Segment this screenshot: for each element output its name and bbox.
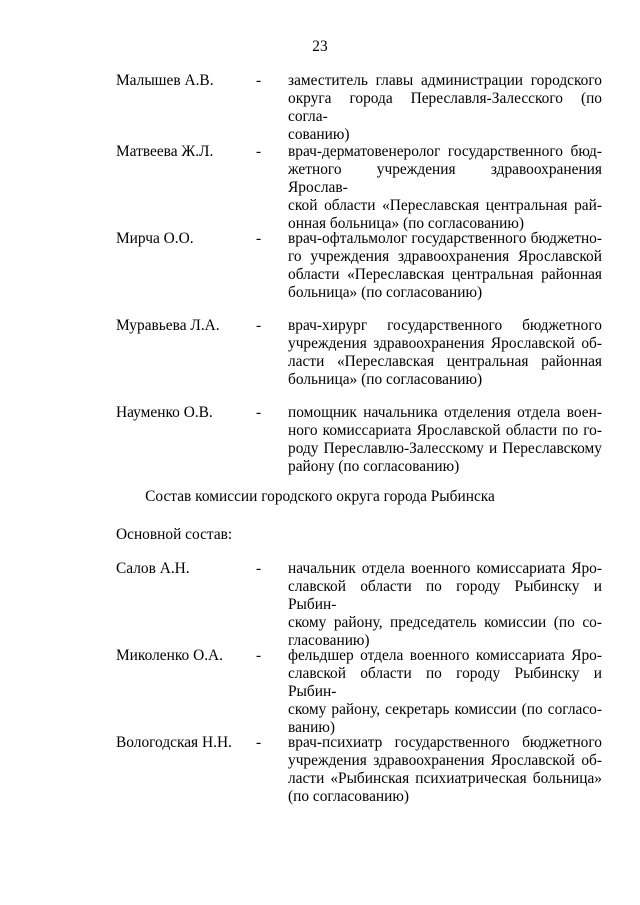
dash-separator: -	[256, 143, 262, 160]
page-number: 23	[312, 38, 328, 55]
position-line: скому району, председатель комиссии (по со-	[288, 614, 602, 631]
member-position	[288, 317, 602, 389]
position-line: го учреждения здравоохранения Ярославской	[288, 248, 602, 265]
member-position	[288, 404, 602, 476]
member-position	[288, 734, 602, 806]
position-line: врач-дерматовенеролог государственного бюд-	[288, 143, 602, 160]
position-line: больница» (по согласованию)	[288, 284, 483, 301]
position-line: фельдшер отдела военного комиссариата Яро-	[288, 647, 602, 664]
dash-separator: -	[256, 647, 262, 664]
section-title: Состав комиссии городского округа города Рыбинска	[145, 488, 495, 505]
position-line: онная больница» (по согласованию)	[288, 215, 525, 232]
position-line: заместитель главы администрации городского	[288, 72, 602, 89]
position-line: начальник отдела военного комиссариата Яро-	[288, 560, 602, 577]
position-line: врач-хирург государственного бюджетного	[288, 317, 602, 334]
position-line: гласованию)	[288, 632, 370, 649]
position-line: (по согласованию)	[288, 788, 409, 805]
member-position	[288, 143, 602, 233]
member-name: Вологодская Н.Н.	[116, 734, 232, 751]
position-line: помощник начальника отделения отдела воен-	[288, 404, 602, 421]
dash-separator: -	[256, 72, 262, 89]
position-line: области «Переславская центральная районная	[288, 266, 602, 283]
dash-separator: -	[256, 560, 262, 577]
member-name: Малышев А.В.	[116, 72, 214, 89]
member-name: Матвеева Ж.Л.	[116, 143, 214, 160]
member-position	[288, 72, 602, 144]
position-line: жетного учреждения здравоохранения Ярослав-	[288, 161, 602, 196]
dash-separator: -	[256, 404, 262, 421]
position-line: скому району, секретарь комиссии (по согласо-	[288, 701, 602, 718]
position-line: округа города Переславля-Залесского (по согла-	[288, 90, 602, 125]
member-name: Салов А.Н.	[116, 560, 190, 577]
position-line: ласти «Переславская центральная районная	[288, 353, 602, 370]
dash-separator: -	[256, 230, 262, 247]
position-line: больница» (по согласованию)	[288, 371, 483, 388]
member-name: Миколенко О.А.	[116, 647, 224, 664]
position-line: ской области «Переславская центральная рай-	[288, 197, 602, 214]
position-line: учреждения здравоохранения Ярославской об-	[288, 335, 602, 352]
member-name: Мирча О.О.	[116, 230, 194, 247]
position-line: славской области по городу Рыбинску и Рыбин-	[288, 665, 602, 700]
subsection-label: Основной состав:	[116, 526, 233, 543]
position-line: славской области по городу Рыбинску и Рыбин-	[288, 578, 602, 613]
position-line: роду Переславлю-Залесскому и Переславскому	[288, 440, 602, 457]
member-name: Науменко О.В.	[116, 404, 213, 421]
position-line: врач-психиатр государственного бюджетного	[288, 734, 602, 751]
position-line: ного комиссариата Ярославской области по го-	[288, 422, 602, 439]
position-line: ванию)	[288, 719, 335, 736]
member-position	[288, 560, 602, 650]
position-line: сованию)	[288, 126, 350, 143]
member-name: Муравьева Л.А.	[116, 317, 220, 334]
position-line: учреждения здравоохранения Ярославской об-	[288, 752, 602, 769]
member-position	[288, 230, 602, 302]
position-line: району (по согласованию)	[288, 458, 460, 475]
position-line: врач-офтальмолог государственного бюджетно-	[288, 230, 602, 247]
member-position	[288, 647, 602, 737]
position-line: ласти «Рыбинская психиатрическая больница»	[288, 770, 602, 787]
dash-separator: -	[256, 734, 262, 751]
dash-separator: -	[256, 317, 262, 334]
